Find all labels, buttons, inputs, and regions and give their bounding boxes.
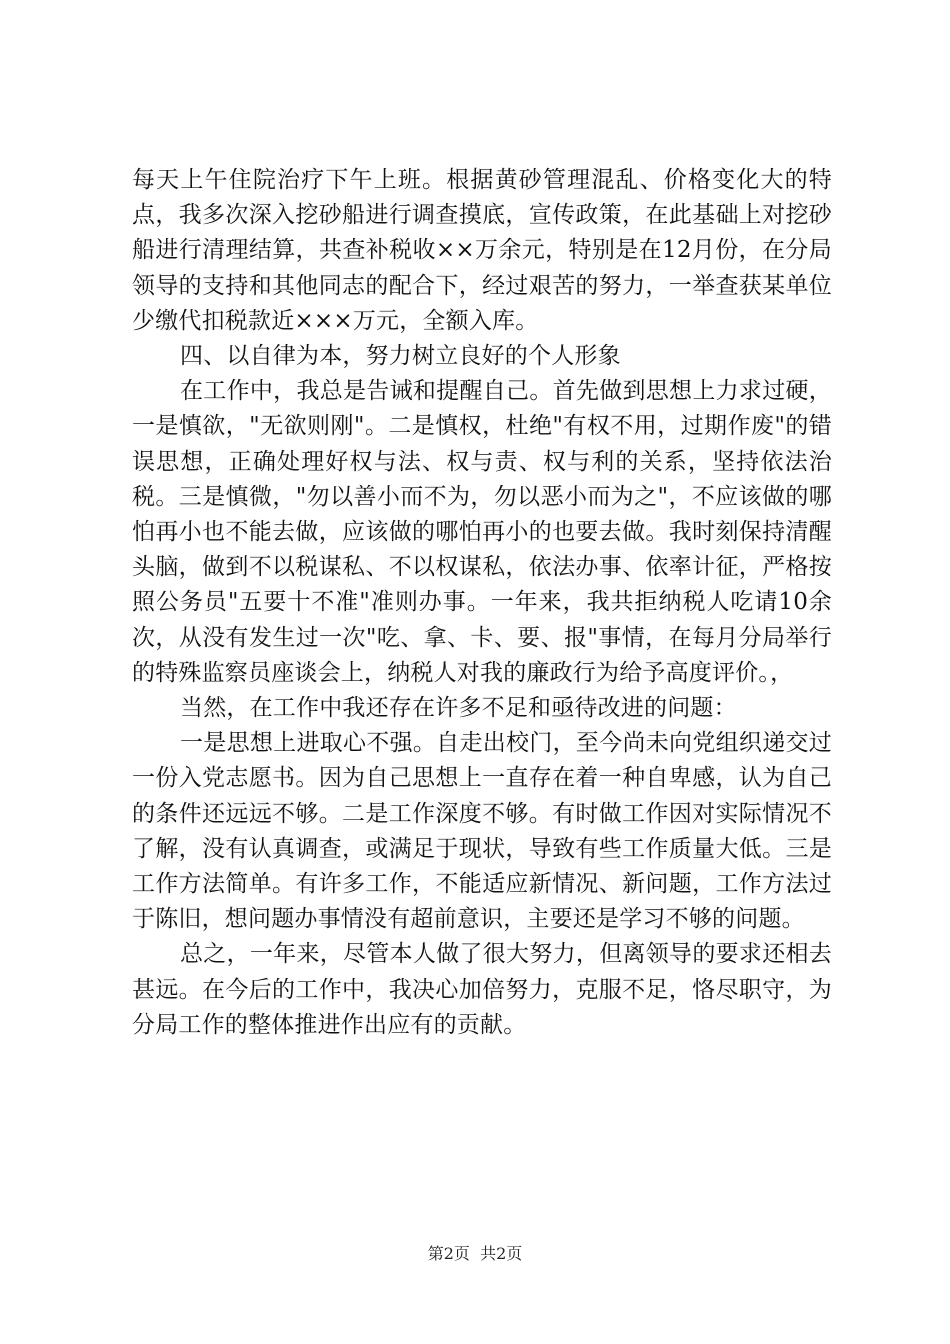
paragraph-1: 每天上午住院治疗下午上班。根据黄砂管理混乱、价格变化大的特点，我多次深入挖砂船进行调查摸底，宣传政策，在此基础上对挖砂船进行清理结算，共查补税收××万余元，特别是在12月份，在分局领导的支持和其他同志的配合下，经过艰苦的努力，一举查获某单位少缴代扣税款近×××万元，全额入库。 bbox=[132, 167, 832, 334]
paragraph-shortcomings-intro: 当然，在工作中我还存在许多不足和亟待改进的问题： bbox=[180, 695, 737, 722]
page-footer bbox=[0, 1244, 950, 1264]
document-body bbox=[132, 163, 832, 1043]
paragraph-self-discipline: 在工作中，我总是告诫和提醒自己。首先做到思想上力求过硬，一是慎欲，"无欲则刚"。二是慎权，杜绝"有权不用，过期作废"的错误思想，正确处理好权与法、权与责、权与利的关系，坚持依法治税。三是慎微，"勿以善小而不为，勿以恶小而为之"，不应该做的哪怕再小也不能去做，应该做的哪怕再小的也要去做。我时刻保持清醒头脑，做到不以税谋私、不以权谋私，依法办事、依率计征，严格按照公务员"五要十不准"准则办事。一年来，我共拒纳税人吃请10余次，从没有发生过一次"吃、拿、卡、要、报"事情，在每月分局举行的特殊监察员座谈会上，纳税人对我的廉政行为给予高度评价。， bbox=[132, 378, 832, 686]
paragraph-conclusion: 总之，一年来，尽管本人做了很大努力，但离领导的要求还相去甚远。在今后的工作中，我决心加倍努力，克服不足，恪尽职守，为分局工作的整体推进作出应有的贡献。 bbox=[132, 941, 832, 1038]
page-number-label: 第2页 共2页 bbox=[427, 1244, 523, 1263]
section-heading-4: 四、以自律为本，努力树立良好的个人形象 bbox=[180, 343, 621, 370]
paragraph-shortcomings-list: 一是思想上进取心不强。自走出校门，至今尚未向党组织递交过一份入党志愿书。因为自己思想上一直存在着一种自卑感，认为自己的条件还远远不够。二是工作深度不够。有时做工作因对实际情况不了解，没有认真调查，或满足于现状，导致有些工作质量大低。三是工作方法简单。有许多工作，不能适应新情况、新问题，工作方法过于陈旧，想问题办事情没有超前意识，主要还是学习不够的问题。 bbox=[132, 730, 832, 933]
